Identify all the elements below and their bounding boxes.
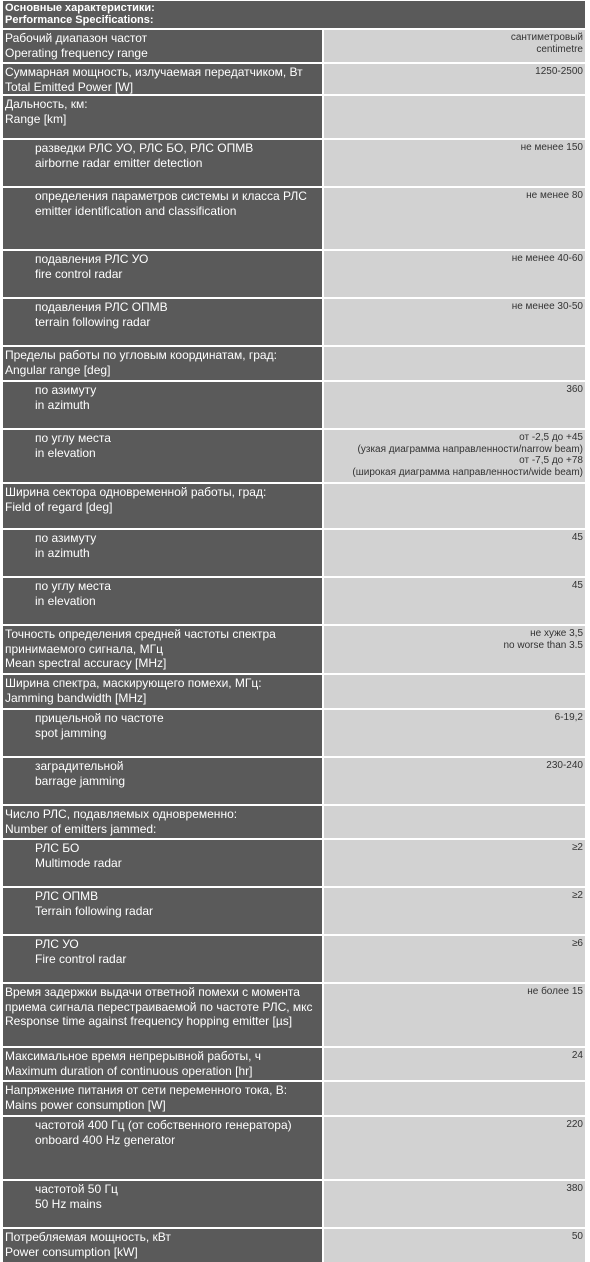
parameter-label-en: Jamming bandwidth [MHz] bbox=[5, 690, 147, 705]
parameter-value-cell bbox=[324, 140, 585, 186]
table-row bbox=[3, 624, 585, 673]
parameter-value-cell bbox=[324, 188, 585, 249]
parameter-label-ru: Ширина сектора одновременной работы, град: bbox=[5, 485, 267, 499]
table-row bbox=[3, 297, 585, 345]
table-row bbox=[3, 28, 585, 62]
parameter-value-cell bbox=[324, 484, 585, 528]
parameter-label-cell bbox=[3, 1181, 324, 1227]
parameter-value: 380 bbox=[566, 1183, 583, 1194]
parameter-label-cell bbox=[3, 626, 324, 673]
parameter-value: 45 bbox=[571, 532, 583, 543]
parameter-label-cell bbox=[3, 578, 324, 624]
parameter-label-en: Response time against frequency hopping emitter [µs] bbox=[5, 1014, 293, 1028]
parameter-label-cell bbox=[3, 806, 324, 838]
parameter-value-cell bbox=[324, 1048, 585, 1080]
parameter-label-cell bbox=[3, 888, 324, 934]
parameter-label-ru: Число РЛС, подавляемых одновременно: bbox=[5, 807, 238, 821]
parameter-value: не менее 80 bbox=[526, 190, 583, 201]
parameter-label-cell bbox=[3, 758, 324, 804]
parameter-value-cell bbox=[324, 430, 585, 482]
parameter-label-en: 50 Hz mains bbox=[35, 1196, 102, 1211]
table-row bbox=[3, 886, 585, 934]
parameter-label-ru: РЛС УО bbox=[35, 937, 79, 951]
parameter-label-en: fire control radar bbox=[35, 266, 123, 281]
parameter-value-cell bbox=[324, 578, 585, 624]
parameter-label-ru: Потребляемая мощность, кВт bbox=[5, 1230, 171, 1244]
parameter-label-cell bbox=[3, 710, 324, 756]
parameter-value-cell bbox=[324, 806, 585, 838]
parameter-value: от -2,5 до +45 (узкая диаграмма направленности/narrow beam) от -7,5 до +78 (широкая диаграмма направленности/wide beam) bbox=[352, 432, 583, 478]
parameter-value: 230-240 bbox=[546, 760, 583, 771]
parameter-value-cell bbox=[324, 96, 585, 138]
parameter-label-cell bbox=[3, 675, 324, 708]
parameter-label-en: Total Emitted Power [W] bbox=[5, 79, 134, 94]
parameter-label-en: Power consumption [kW] bbox=[5, 1244, 138, 1259]
parameter-label-cell bbox=[3, 96, 324, 138]
parameter-label-en: Maximum duration of continuous operation [hr] bbox=[5, 1063, 253, 1078]
parameter-value: не более 15 bbox=[527, 986, 583, 997]
header-title-ru: Основные характеристики: bbox=[5, 2, 155, 14]
parameter-label-ru: по азимуту bbox=[35, 383, 97, 397]
parameter-value-cell bbox=[324, 382, 585, 428]
parameter-label-cell bbox=[3, 188, 324, 249]
parameter-label-en: Mean spectral accuracy [MHz] bbox=[5, 656, 167, 670]
parameter-label-ru: Напряжение питания от сети переменного тока, В: bbox=[5, 1083, 288, 1097]
parameter-value-cell bbox=[324, 30, 585, 62]
table-header bbox=[3, 1, 585, 28]
table-row bbox=[3, 249, 585, 297]
parameter-value-cell bbox=[324, 347, 585, 380]
parameter-label-cell bbox=[3, 1082, 324, 1115]
parameter-value-cell bbox=[324, 251, 585, 297]
parameter-label-en: airborne radar emitter detection bbox=[35, 155, 203, 170]
parameter-label-ru: Максимальное время непрерывной работы, ч bbox=[5, 1049, 262, 1063]
parameter-label-ru: разведки РЛС УО, РЛС БО, РЛС ОПМВ bbox=[35, 141, 254, 155]
parameter-value-cell bbox=[324, 64, 585, 94]
table-row bbox=[3, 482, 585, 528]
parameter-label-cell bbox=[3, 347, 324, 380]
parameter-value: 24 bbox=[571, 1050, 583, 1061]
parameter-label-en: Multimode radar bbox=[35, 855, 122, 870]
table-row bbox=[3, 428, 585, 482]
parameter-label-ru: частотой 50 Гц bbox=[35, 1182, 118, 1196]
parameter-value: сантиметровый centimetre bbox=[510, 32, 583, 55]
table-row bbox=[3, 138, 585, 186]
parameter-label-ru: РЛС ОПМВ bbox=[35, 889, 99, 903]
table-row bbox=[3, 1046, 585, 1080]
parameter-label-ru: подавления РЛС ОПМВ bbox=[35, 300, 168, 314]
table-row bbox=[3, 380, 585, 428]
parameter-value-cell bbox=[324, 299, 585, 345]
parameter-label-en: Operating frequency range bbox=[5, 45, 148, 60]
parameter-label-ru: частотой 400 Гц (от собственного генератора) bbox=[35, 1118, 292, 1132]
parameter-label-cell bbox=[3, 936, 324, 982]
parameter-label-en: Mains power consumption [W] bbox=[5, 1097, 166, 1112]
table-row bbox=[3, 673, 585, 708]
table-row bbox=[3, 1227, 585, 1262]
table-row bbox=[3, 62, 585, 94]
table-row bbox=[3, 1179, 585, 1227]
parameter-label-en: Range [km] bbox=[5, 111, 67, 126]
parameter-label-en: Fire control radar bbox=[35, 951, 127, 966]
parameter-label-en: spot jamming bbox=[35, 725, 107, 740]
parameter-label-en: in elevation bbox=[35, 445, 96, 460]
parameter-label-en: onboard 400 Hz generator bbox=[35, 1132, 176, 1147]
parameter-label-cell bbox=[3, 1117, 324, 1179]
header-title-en: Performance Specifications: bbox=[5, 14, 154, 26]
parameter-value: не хуже 3,5 no worse than 3.5 bbox=[503, 628, 583, 651]
spec-rows bbox=[3, 28, 585, 1262]
parameter-label-en: Angular range [deg] bbox=[5, 362, 111, 377]
table-row bbox=[3, 1115, 585, 1179]
parameter-label-ru: заградительной bbox=[35, 759, 124, 773]
parameter-value: 1250-2500 bbox=[535, 66, 583, 77]
table-row bbox=[3, 528, 585, 576]
table-row bbox=[3, 345, 585, 380]
parameter-label-en: terrain following radar bbox=[35, 314, 151, 329]
parameter-label-cell bbox=[3, 299, 324, 345]
parameter-label-ru: Пределы работы по угловым координатам, град: bbox=[5, 348, 277, 362]
table-row bbox=[3, 576, 585, 624]
parameter-value: ≥2 bbox=[571, 842, 583, 853]
parameter-value: 45 bbox=[571, 580, 583, 591]
parameter-value: не менее 150 bbox=[520, 142, 583, 153]
parameter-value-cell bbox=[324, 840, 585, 886]
parameter-value: 220 bbox=[566, 1119, 583, 1130]
parameter-value-cell bbox=[324, 530, 585, 576]
parameter-label-cell bbox=[3, 1048, 324, 1080]
parameter-value: не менее 30-50 bbox=[511, 301, 583, 312]
parameter-value-cell bbox=[324, 1181, 585, 1227]
table-row bbox=[3, 186, 585, 249]
parameter-value-cell bbox=[324, 1117, 585, 1179]
parameter-label-ru: Ширина спектра, маскирующего помехи, МГц: bbox=[5, 676, 262, 690]
table-row bbox=[3, 708, 585, 756]
parameter-label-en: Terrain following radar bbox=[35, 903, 154, 918]
parameter-value-cell bbox=[324, 936, 585, 982]
parameter-label-cell bbox=[3, 64, 324, 94]
parameter-value: ≥6 bbox=[571, 938, 583, 949]
parameter-label-en: emitter identification and classification bbox=[35, 203, 237, 218]
parameter-label-ru: по азимуту bbox=[35, 531, 97, 545]
parameter-label-ru: по углу места bbox=[35, 431, 111, 445]
table-row bbox=[3, 838, 585, 886]
parameter-label-cell bbox=[3, 251, 324, 297]
parameter-value-cell bbox=[324, 888, 585, 934]
parameter-value-cell bbox=[324, 1229, 585, 1262]
specifications-table bbox=[3, 1, 585, 1262]
parameter-value: 50 bbox=[571, 1231, 583, 1242]
parameter-label-ru: Время задержки выдачи ответной помехи с момента приема сигнала перестраиваемой по частоте РЛС, мкс bbox=[5, 985, 313, 1014]
parameter-value: 360 bbox=[566, 384, 583, 395]
table-row bbox=[3, 756, 585, 804]
table-row bbox=[3, 934, 585, 982]
parameter-label-ru: РЛС БО bbox=[35, 841, 80, 855]
parameter-value-cell bbox=[324, 626, 585, 673]
table-row bbox=[3, 94, 585, 138]
parameter-value-cell bbox=[324, 675, 585, 708]
parameter-label-cell bbox=[3, 382, 324, 428]
parameter-value: ≥2 bbox=[571, 890, 583, 901]
parameter-label-ru: определения параметров системы и класса РЛС bbox=[35, 189, 307, 203]
parameter-label-cell bbox=[3, 30, 324, 62]
parameter-label-ru: Суммарная мощность, излучаемая передатчиком, Вт bbox=[5, 65, 303, 79]
parameter-label-cell bbox=[3, 430, 324, 482]
parameter-label-en: in elevation bbox=[35, 593, 96, 608]
parameter-label-en: in azimuth bbox=[35, 397, 90, 412]
parameter-label-ru: подавления РЛС УО bbox=[35, 252, 149, 266]
table-row bbox=[3, 982, 585, 1046]
parameter-value: 6-19,2 bbox=[554, 712, 583, 723]
parameter-label-ru: Дальность, км: bbox=[5, 97, 88, 111]
table-row bbox=[3, 804, 585, 838]
parameter-value-cell bbox=[324, 710, 585, 756]
table-row bbox=[3, 1080, 585, 1115]
parameter-label-ru: Точность определения средней частоты спектра принимаемого сигнала, МГц bbox=[5, 627, 276, 656]
parameter-label-ru: Рабочий диапазон частот bbox=[5, 31, 148, 45]
parameter-label-en: barrage jamming bbox=[35, 773, 126, 788]
parameter-label-ru: прицельной по частоте bbox=[35, 711, 164, 725]
parameter-label-en: Number of emitters jammed: bbox=[5, 821, 157, 836]
parameter-label-cell bbox=[3, 484, 324, 528]
parameter-label-cell bbox=[3, 1229, 324, 1262]
parameter-value: не менее 40-60 bbox=[511, 253, 583, 264]
parameter-label-cell bbox=[3, 984, 324, 1046]
parameter-label-en: Field of regard [deg] bbox=[5, 499, 113, 514]
parameter-value-cell bbox=[324, 1082, 585, 1115]
parameter-label-en: in azimuth bbox=[35, 545, 90, 560]
parameter-value-cell bbox=[324, 758, 585, 804]
parameter-label-cell bbox=[3, 140, 324, 186]
parameter-value-cell bbox=[324, 984, 585, 1046]
parameter-label-cell bbox=[3, 840, 324, 886]
parameter-label-ru: по углу места bbox=[35, 579, 111, 593]
parameter-label-cell bbox=[3, 530, 324, 576]
